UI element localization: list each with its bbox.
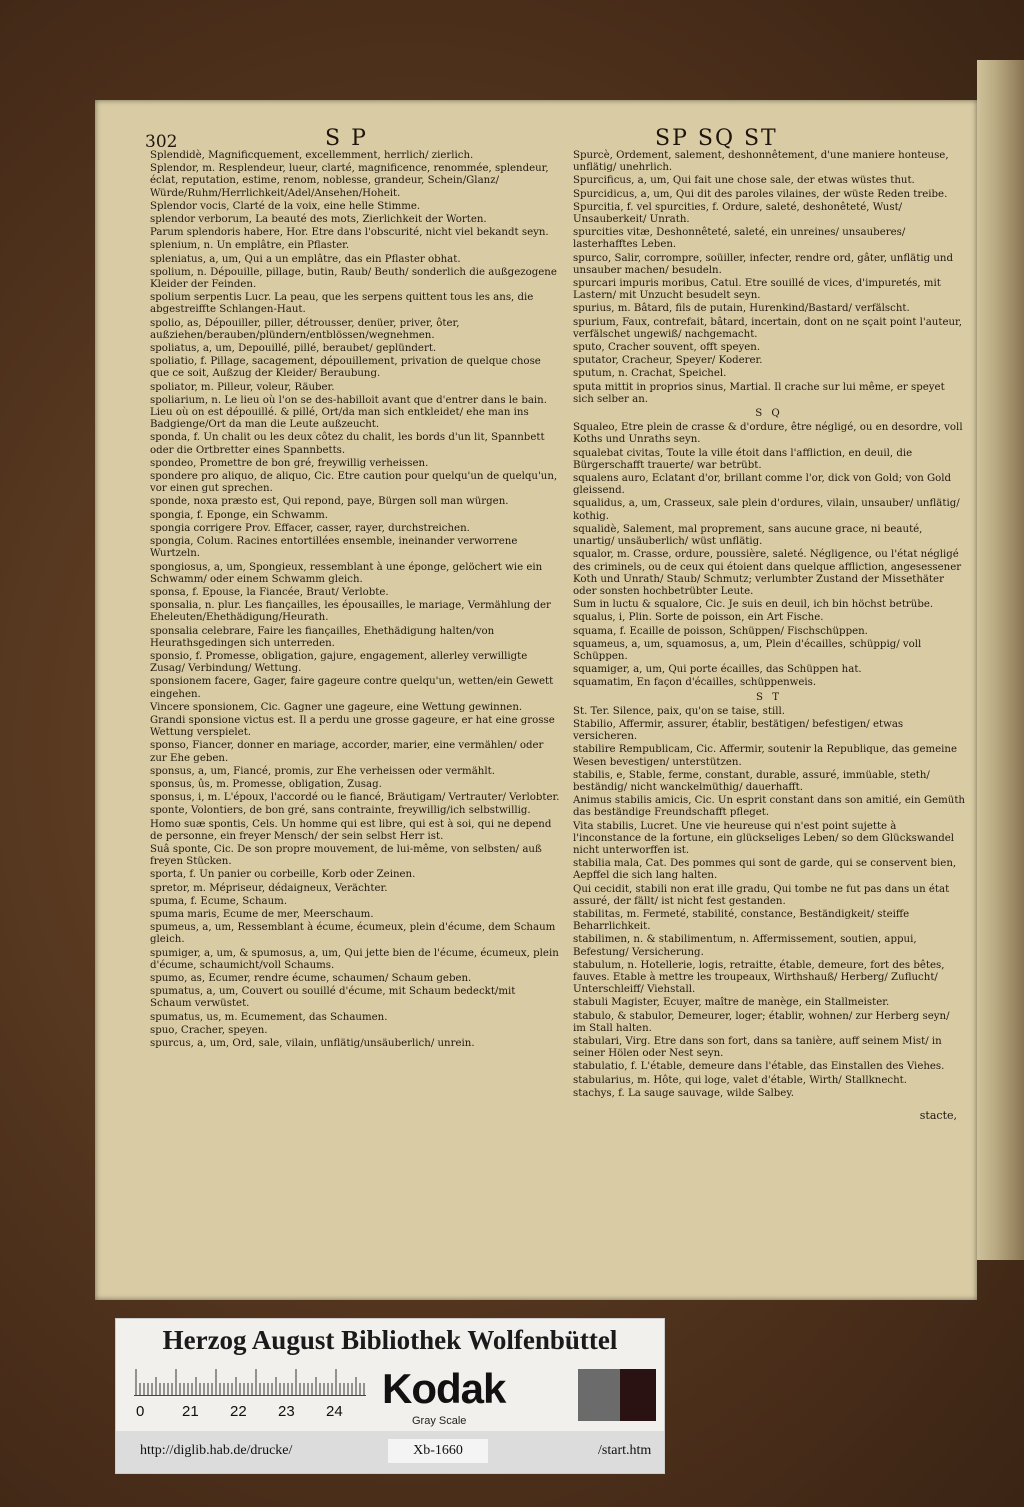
dictionary-entry: spretor, m. Mépriseur, dédaigneux, Verächter.: [150, 882, 388, 894]
dictionary-entry: squama, f. Ecaille de poisson, Schüppen/ Fischschüppen.: [573, 625, 868, 637]
dictionary-entry: stabulari, Virg. Etre dans son fort, dans sa tanière, auff seinem Mist/ in seiner Hölen oder Nest seyn.: [573, 1036, 942, 1060]
dictionary-entry: spurcari impuris moribus, Catul. Etre souillé de vices, d'impuretés, mit Lastern/ mit Unzucht besudelt seyn.: [573, 278, 941, 302]
dictionary-entry: spondeo, Promettre de bon gré, freywillig verheissen.: [150, 457, 429, 469]
source-url: http://diglib.hab.de/drucke/: [140, 1443, 293, 1458]
dictionary-entry: stabulum, n. Hotellerie, logis, retraitte, étable, demeure, fort des bêtes, fauves. Etable à mettre les troupeaux, Wirthshauß/ Herberg/ Zuflucht/ Unterschleiff/ Viehstall.: [573, 959, 945, 996]
dictionary-entry: Squaleo, Etre plein de crasse & d'ordure, être négligé, ou en desordre, voll Koths und Unraths seyn.: [573, 422, 963, 446]
info-bar: [116, 1431, 664, 1473]
dictionary-entry: splenium, n. Un emplâtre, ein Pflaster.: [150, 240, 350, 252]
ruler-number: 24: [326, 1403, 343, 1420]
dictionary-entry: spleniatus, a, um, Qui a un emplâtre, das ein Pflaster obhat.: [150, 253, 461, 265]
dictionary-entry: spurius, m. Bâtard, fils de putain, Hurenkind/Bastard/ verfälscht.: [573, 303, 910, 315]
dictionary-entry: spongiosus, a, um, Spongieux, ressemblant à une éponge, gelöchert wie ein Schwamm/ oder einem Schwamm gleich.: [150, 561, 543, 585]
dictionary-entry: squalus, i, Plin. Sorte de poisson, ein Art Fische.: [573, 612, 824, 624]
section-heading: S T: [755, 691, 782, 703]
dictionary-entry: stabilimen, n. & stabilimentum, n. Affermissement, soutien, appui, Befestung/ Versicherung.: [573, 934, 917, 958]
dictionary-entry: splendor verborum, La beauté des mots, Zierlichkeit der Worten.: [150, 214, 487, 226]
library-name: Herzog August Bibliothek Wolfenbüttel: [162, 1325, 618, 1355]
dictionary-entry: Vincere sponsionem, Cic. Gagner une gageure, eine Wettung gewinnen.: [150, 701, 523, 713]
dictionary-entry: Animus stabilis amicis, Cic. Un esprit constant dans son amitié, ein Gemüth das beständige Freundschafft pfleget.: [573, 795, 965, 819]
dictionary-entry: Splendor, m. Resplendeur, lueur, clarté, magnificence, renommée, splendeur, éclat, reputation, estime, renom, noblesse, grandeur, Schein/Glanz/ Würde/Ruhm/Herrlichkeit/Adel/Ansehen/Hoheit.: [150, 163, 549, 199]
dictionary-entry: squamiger, a, um, Qui porte écailles, das Schüppen hat.: [573, 664, 862, 676]
dictionary-entry: stabilia mala, Cat. Des pommes qui sont de garde, qui se conservent bien, Aepffel die sich lang halten.: [573, 858, 957, 882]
dictionary-entry: sputator, Cracheur, Speyer/ Koderer.: [573, 355, 763, 367]
dictionary-entry: spondere pro aliquo, de aliquo, Cic. Etre caution pour quelqu'un de quelqu'un, vor einen gut sprechen.: [150, 471, 558, 495]
dictionary-entry: spolio, as, Dépouiller, piller, détrousser, denüer, priver, ôter, außziehen/berauben/plündern/entblössen/wegnehmen.: [150, 317, 460, 341]
dictionary-entry: spumatus, a, um, Couvert ou souillé d'écume, mit Schaum bedeckt/mit Schaum verwüstet.: [150, 986, 516, 1010]
dictionary-entry: stabuli Magister, Ecuyer, maître de manège, ein Stallmeister.: [573, 997, 890, 1009]
dictionary-entry: spuo, Cracher, speyen.: [150, 1024, 268, 1036]
next-page-edge: [977, 60, 1024, 1260]
dictionary-entry: spuma, f. Ecume, Schaum.: [150, 895, 288, 907]
dictionary-entry: sponsus, i, m. L'époux, l'accordé ou le fiancé, Bräutigam/ Vertrauter/ Verlobter.: [150, 792, 560, 804]
dictionary-entry: spurco, Salir, corrompre, soüiller, infecter, rendre ord, gâter, unflätig und unsauber machen/ besudeln.: [573, 252, 953, 276]
dictionary-entry: squalidus, a, um, Crasseux, sale plein d'ordures, vilain, unsauber/ unflätig/ kothig.: [573, 498, 960, 522]
dictionary-entry: spongia, f. Eponge, ein Schwamm.: [150, 509, 329, 521]
dictionary-entry: St. Ter. Silence, paix, qu'on se taise, still.: [573, 705, 785, 717]
ruler-scale: [134, 1369, 366, 1396]
dictionary-entry: squalor, m. Crasse, ordure, poussière, saleté. Négligence, ou l'état négligé des criminels, ou de ceux qui étoient dans quelque affliction, angesessener Koth und Unrath/ Staub/ Schmutz; verlumbter Zustand der Missethäter oder sonsten hochbetrübter Leute.: [573, 549, 962, 597]
dictionary-entry: spuma maris, Ecume de mer, Meerschaum.: [150, 908, 374, 920]
dictionary-entry: sporta, f. Un panier ou corbeille, Korb oder Zeinen.: [150, 869, 416, 881]
ruler-number: 22: [230, 1403, 247, 1420]
dictionary-entry: Splendor vocis, Clarté de la voix, eine helle Stimme.: [150, 200, 421, 212]
dictionary-entry: sponso, Fiancer, donner en mariage, accorder, marier, eine vermählen/ oder zur Ehe geben.: [150, 740, 544, 764]
running-head-left: S P: [325, 126, 368, 151]
dictionary-entry: Splendidè, Magnificquement, excellemment, herrlich/ zierlich.: [150, 150, 474, 161]
shelf-signature: Xb-1660: [388, 1439, 488, 1463]
gray-swatch: [578, 1369, 620, 1421]
dictionary-entry: spolium serpentis Lucr. La peau, que les serpens quittent tous les ans, die abgestreiffte Schlangen-Haut.: [150, 292, 534, 316]
gray-scale-label: Gray Scale: [412, 1415, 467, 1427]
dictionary-entry: spumeus, a, um, Ressemblant à écume, écumeux, plein d'écume, dem Schaum gleich.: [150, 922, 556, 946]
dark-swatch: [620, 1369, 656, 1421]
dictionary-entry: stachys, f. La sauge sauvage, wilde Salbey.: [573, 1087, 794, 1099]
dictionary-entry: Spurcificus, a, um, Qui fait une chose sale, der etwas wüstes thut.: [573, 175, 915, 187]
dictionary-entry: spurium, Faux, contrefait, bâtard, incertain, dont on ne sçait point l'auteur, verfälschet ungewiß/ nachgemacht.: [573, 316, 963, 340]
dictionary-entry: sponsa, f. Epouse, la Fiancée, Braut/ Verlobte.: [150, 586, 389, 598]
catchword: stacte,: [919, 1109, 957, 1122]
dictionary-entry: stabulo, & stabulor, Demeurer, loger; établir, wohnen/ zur Herberg seyn/ im Stall halten.: [573, 1010, 950, 1034]
kodak-logo: Kodak: [382, 1365, 506, 1412]
dictionary-entry: spumatus, us, m. Ecumement, das Schaumen.: [150, 1011, 388, 1023]
color-target-card: [115, 1318, 665, 1474]
dictionary-entry: squalidè, Salement, mal proprement, sans aucune grace, ni beauté, unartig/ unsäuberlich/ wüst unflätig.: [573, 523, 923, 548]
dictionary-entry: Stabilio, Affermir, assurer, établir, bestätigen/ befestigen/ etwas versicheren.: [573, 718, 904, 743]
dictionary-entry: sponsus, ûs, m. Promesse, obligation, Zusag.: [150, 778, 382, 790]
dictionary-entry: stabilire Rempublicam, Cic. Affermir, soutenir la Republique, das gemeine Wesen bevestigen/ unterstützen.: [573, 744, 958, 768]
running-head-right: SP SQ ST: [655, 126, 778, 151]
dictionary-entry: sponsalia celebrare, Faire les fiançailles, Ehethädigung halten/von Heurathsgedingen sich unterreden.: [150, 625, 495, 649]
dictionary-entry: spongia, Colum. Racines entortillées ensemble, ineinander verworrene Wurtzeln.: [150, 536, 518, 560]
dictionary-entry: stabilitas, m. Fermeté, stabilité, constance, Beständigkeit/ steiffe Beharrlichkeit.: [573, 908, 910, 933]
dictionary-entry: Grandi sponsione victus est. Il a perdu une grosse gageure, er hat eine grosse Wettung verspielet.: [150, 714, 555, 739]
ruler-number: 0: [136, 1403, 145, 1420]
right-column: [573, 150, 965, 1101]
ruler-number: 21: [182, 1403, 199, 1420]
dictionary-entry: spumiger, a, um, & spumosus, a, um, Qui jette bien de l'écume, écumeux, plein d'écume, schaumicht/voll Schaums.: [150, 947, 559, 971]
dictionary-entry: spumo, as, Ecumer, rendre écume, schaumen/ Schaum geben.: [150, 973, 472, 984]
dictionary-entry: squameus, a, um, squamosus, a, um, Plein d'écailles, schüppig/ voll Schüppen.: [573, 638, 922, 662]
dictionary-entry: stabulatio, f. L'étable, demeure dans l'étable, das Einstallen des Viehes.: [573, 1061, 945, 1073]
dictionary-entry: sponde, noxa præsto est, Qui repond, paye, Bürgen soll man würgen.: [150, 496, 509, 508]
section-heading: S Q: [755, 408, 783, 420]
dictionary-entry: Homo suæ spontis, Cels. Un homme qui est libre, qui est à soi, qui ne depend de personne, ein freyer Mensch/ der sein selbst Herr ist.: [150, 818, 552, 842]
dictionary-entry: stabilis, e, Stable, ferme, constant, durable, assuré, immüable, steth/ beständig/ nicht wanckelmüthig/ dauerhafft.: [573, 769, 930, 793]
dictionary-entry: sputa mittit in proprios sinus, Martial. Il crache sur lui même, er speyet sich selber an.: [573, 381, 945, 405]
dictionary-entry: Suâ sponte, Cic. De son propre mouvement, de lui-même, von selbsten/ auß freyen Stücken.: [150, 843, 542, 868]
dictionary-entry: squalebat civitas, Toute la ville étoit dans l'affliction, en deuil, die Bürgerschafft trauerte/ war betrübt.: [573, 447, 913, 471]
dictionary-entry: spoliator, m. Pilleur, voleur, Räuber.: [150, 381, 335, 393]
dictionary-entry: Qui cecidit, stabili non erat ille gradu, Qui tombe ne fut pas dans un état assuré, der fällt/ ist nicht fest gestanden.: [573, 883, 950, 907]
dictionary-entry: spongia corrigere Prov. Effacer, casser, rayer, durchstreichen.: [150, 522, 470, 534]
dictionary-entry: Sum in luctu & squalore, Cic. Je suis en deuil, ich bin höchst betrübe.: [573, 599, 934, 611]
dictionary-entry: squalens auro, Eclatant d'or, brillant comme l'or, dick von Gold; von Gold gleissend.: [573, 473, 952, 497]
dictionary-entry: Vita stabilis, Lucret. Une vie heureuse qui n'est point sujette à l'inconstance de la fortune, ein glückseliges Leben/ so dem Glückswandel nicht unterworffen ist.: [573, 820, 955, 856]
dictionary-entry: Parum splendoris habere, Hor. Etre dans l'obscurité, nicht viel bekandt seyn.: [150, 227, 549, 239]
page-number: 302: [145, 132, 178, 152]
dictionary-entry: spoliarium, n. Le lieu où l'on se des-habilloit avant que d'entrer dans le bain. Lieu où on est dépouillé. & pillé, Ort/da man sich entkleidet/ ehe man ins Badgienge/Ort da man die Leute außzeucht.: [150, 394, 547, 431]
dictionary-entry: sponda, f. Un chalit ou les deux côtez du chalit, les bords d'un lit, Spannbett oder die Ortbretter eines Spannbetts.: [150, 432, 545, 456]
dictionary-entry: stabularius, m. Hôte, qui loge, valet d'étable, Wirth/ Stallknecht.: [573, 1074, 907, 1086]
dictionary-entry: spolium, n. Dépouille, pillage, butin, Raub/ Beuth/ sonderlich die außgezogene Kleider der Feinden.: [150, 266, 557, 291]
dictionary-entry: Spurcidicus, a, um, Qui dit des paroles vilaines, der wüste Reden treibe.: [573, 188, 948, 200]
dictionary-entry: sponsalia, n. plur. Les fiançailles, les épousailles, le mariage, Vermählung der Eheleuten/Ehethädigung/Heurath.: [150, 600, 551, 624]
dictionary-page: [95, 100, 977, 1300]
dictionary-entry: sponsionem facere, Gager, faire gageure contre quelqu'un, wetten/ein Gewett eingehen.: [150, 676, 554, 700]
dictionary-entry: sputo, Cracher souvent, offt speyen.: [573, 342, 761, 354]
dictionary-entry: sputum, n. Crachat, Speichel.: [573, 368, 727, 380]
ruler-number: 23: [278, 1403, 295, 1420]
dictionary-entry: sponte, Volontiers, de bon gré, sans contrainte, freywillig/ich selbstwillig.: [150, 805, 531, 817]
dictionary-entry: Spurcitia, f. vel spurcities, f. Ordure, saleté, deshonêteté, Wust/ Unsauberkeit/ Unrath.: [573, 201, 903, 226]
dictionary-entry: sponsus, a, um, Fiancé, promis, zur Ehe verheissen oder vermählt.: [150, 765, 495, 777]
dictionary-entry: spoliatio, f. Pillage, sacagement, dépouillement, privation de quelque chose que ce soit, Außzug der Kleider/ Beraubung.: [150, 356, 541, 380]
start-link: /start.htm: [598, 1443, 652, 1458]
dictionary-entry: spurcities vitæ, Deshonnêteté, saleté, ein unreines/ unsauberes/ lasterhafftes Leben.: [573, 227, 906, 251]
dictionary-entry: sponsio, f. Promesse, obligation, gajure, engagement, allerley verwilligte Zusag/ Verbindung/ Wettung.: [150, 650, 528, 675]
dictionary-entry: Spurcè, Ordement, salement, deshonnêtement, d'une maniere honteuse, unflätig/ unehrlich.: [573, 150, 949, 174]
dictionary-entry: squamatim, En façon d'écailles, schüppenweis.: [573, 677, 817, 689]
dictionary-entry: spoliatus, a, um, Depouillé, pillé, beraubet/ geplündert.: [150, 343, 437, 355]
dictionary-entry: spurcus, a, um, Ord, sale, vilain, unflätig/unsäuberlich/ unrein.: [150, 1038, 475, 1050]
left-column: [150, 150, 560, 1051]
